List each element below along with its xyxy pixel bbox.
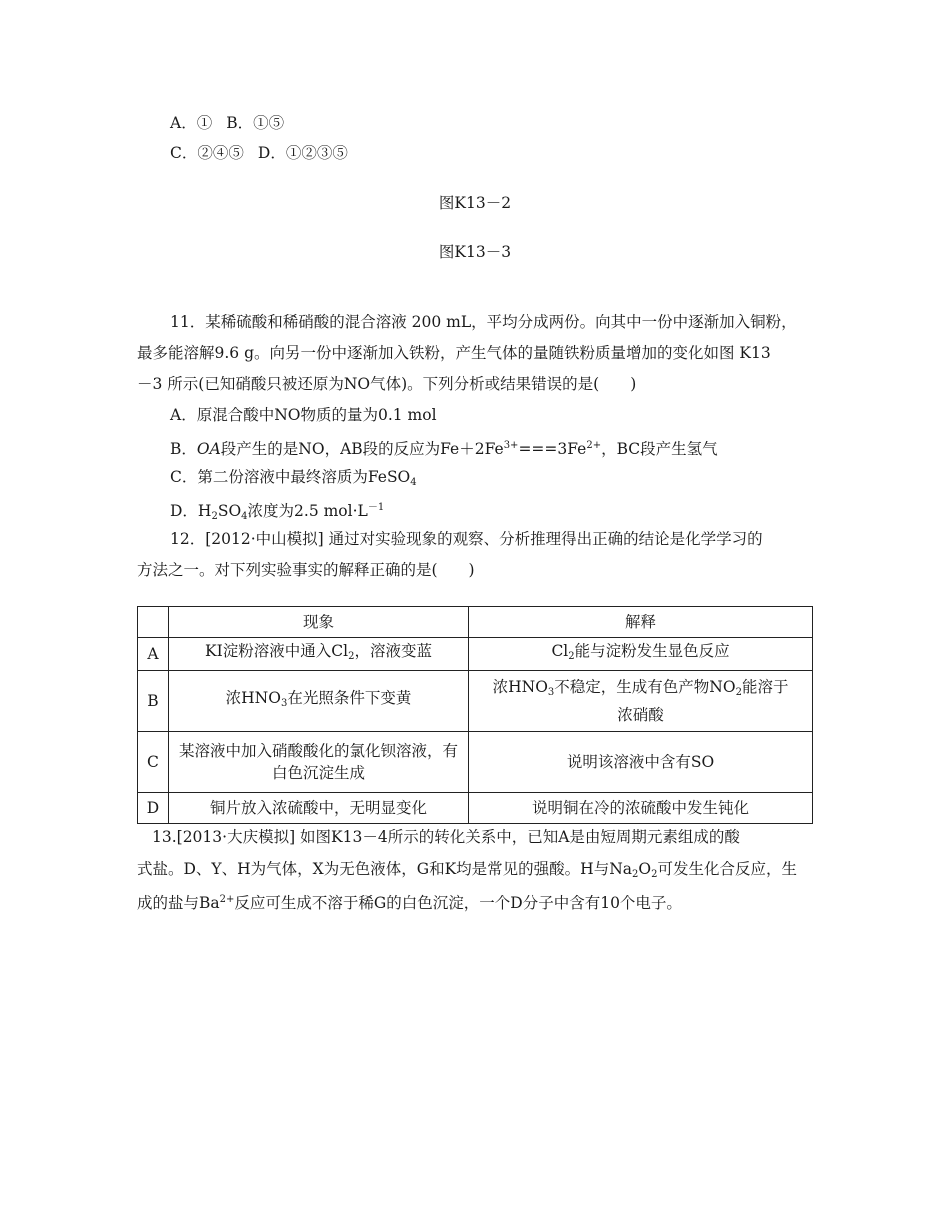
q11-stem-line1: 11．某稀硫酸和稀硝酸的混合溶液 200 mL，平均分成两份。向其中一份中逐渐加入铜粉， bbox=[170, 313, 797, 331]
row-d-phenomenon: 铜片放入浓硫酸中，无明显变化 bbox=[168, 793, 468, 824]
table-row-b bbox=[138, 671, 813, 732]
table-row-c bbox=[138, 732, 813, 793]
option-d-label: D． bbox=[257, 144, 286, 162]
q13-line3-text-2: 反应可生成不溶于稀G的白色沉淀，一个D分子中含有10个电子。 bbox=[234, 894, 682, 912]
table-header-phenomenon: 现象 bbox=[168, 607, 468, 638]
option-a-text: ① bbox=[196, 114, 213, 132]
row-a-exp-text-1: Cl bbox=[551, 642, 569, 660]
row-c-phen-line2: 白色沉淀生成 bbox=[271, 764, 365, 782]
option-a-label: A． bbox=[170, 114, 197, 132]
table-row-d bbox=[138, 793, 813, 824]
row-b-explanation bbox=[469, 671, 813, 732]
q13-line2-text-3: 可发生化合反应，生 bbox=[657, 860, 797, 878]
q11-b-charge-2: 2+ bbox=[586, 440, 602, 451]
option-c-text: ②④⑤ bbox=[197, 144, 244, 162]
row-b-phen-text-2: 在光照条件下变黄 bbox=[287, 689, 412, 707]
q11-stem-line2: 最多能溶解9.6 g。向另一份中逐渐加入铁粉，产生气体的量随铁粉质量增加的变化如图 K13 bbox=[137, 344, 771, 362]
row-a-phen-text-1: KI淀粉溶液中通入Cl bbox=[205, 642, 349, 660]
options-row-ab bbox=[170, 112, 284, 134]
row-b-phenomenon bbox=[168, 671, 468, 732]
q13-line3-superscript: 2+ bbox=[219, 894, 235, 905]
row-c-phenomenon bbox=[168, 732, 468, 793]
row-b-phen-text-1: 浓HNO bbox=[225, 689, 281, 707]
row-b-exp-text-2: 不稳定，生成有色产物NO bbox=[554, 678, 736, 696]
row-b-exp-text-1: 浓HNO bbox=[492, 678, 548, 696]
q11-b-text-1: 段产生的是NO，AB段的反应为Fe＋2Fe bbox=[220, 440, 504, 458]
row-b-exp-text-4: 浓硝酸 bbox=[617, 706, 664, 724]
q11-d-subscript-2: 4 bbox=[241, 511, 248, 522]
q11-option-a: A．原混合酸中NO物质的量为0.1 mol bbox=[170, 406, 437, 424]
q11-d-text-3: 浓度为2.5 mol·L bbox=[247, 502, 368, 520]
q11-b-segment-oa: OA bbox=[196, 440, 221, 458]
figure-caption-k13-2: 图K13－2 bbox=[438, 194, 512, 212]
row-b-exp-subscript-1: 3 bbox=[547, 687, 555, 698]
row-d-label: D bbox=[138, 793, 169, 824]
option-d-text: ①②③⑤ bbox=[285, 144, 348, 162]
options-row-cd bbox=[170, 142, 348, 164]
table-row-a bbox=[138, 638, 813, 671]
row-a-phen-subscript: 2 bbox=[348, 651, 355, 662]
row-d-explanation: 说明铜在冷的浓硫酸中发生钝化 bbox=[469, 793, 813, 824]
q11-c-subscript: 4 bbox=[410, 477, 417, 488]
q12-stem-line2: 方法之一。对下列实验事实的解释正确的是( ) bbox=[137, 561, 475, 579]
row-b-exp-subscript-2: 2 bbox=[735, 687, 742, 698]
row-b-label: B bbox=[138, 671, 169, 732]
q13-line2-subscript-1: 2 bbox=[632, 869, 639, 880]
row-c-phen-line1: 某溶液中加入硝酸酸化的氯化钡溶液，有 bbox=[178, 742, 458, 760]
row-a-phen-text-2: ，溶液变蓝 bbox=[354, 642, 432, 660]
q11-d-superscript: －1 bbox=[367, 502, 385, 513]
table-header-explanation: 解释 bbox=[469, 607, 813, 638]
q13-stem-line1: 13.[2013·大庆模拟] 如图K13－4所示的转化关系中，已知A是由短周期元素组成的酸 bbox=[152, 828, 740, 846]
q11-option-b bbox=[170, 435, 718, 460]
q11-c-text: C．第二份溶液中最终溶质为FeSO bbox=[170, 468, 411, 486]
q11-b-text-3: ，BC段产生氢气 bbox=[601, 440, 718, 458]
row-b-exp-text-3: 能溶于 bbox=[741, 678, 789, 696]
q13-line2-subscript-2: 2 bbox=[651, 869, 658, 880]
option-b-text: ①⑤ bbox=[253, 114, 285, 132]
table-header-row bbox=[138, 607, 813, 638]
q11-option-d bbox=[170, 497, 384, 528]
q13-line2-text-2: O bbox=[638, 860, 652, 878]
row-a-exp-subscript: 2 bbox=[568, 651, 575, 662]
q13-line2-text-1: 式盐。D、Y、H为气体，X为无色液体，G和K均是常见的强酸。H与Na bbox=[137, 860, 632, 878]
table-header-blank bbox=[138, 607, 169, 638]
row-a-phenomenon bbox=[168, 638, 468, 671]
row-a-explanation bbox=[469, 638, 813, 671]
row-b-phen-subscript: 3 bbox=[280, 698, 288, 709]
q12-table bbox=[137, 606, 813, 824]
row-c-label: C bbox=[138, 732, 169, 793]
q11-d-text-2: SO bbox=[217, 502, 242, 520]
row-a-exp-text-2: 能与淀粉发生显色反应 bbox=[574, 642, 730, 660]
q13-stem-line2 bbox=[137, 858, 797, 886]
q12-stem-line1: 12．[2012·中山模拟] 通过对实验现象的观察、分析推理得出正确的结论是化学学习的 bbox=[170, 530, 763, 548]
option-c-label: C． bbox=[170, 144, 198, 162]
option-b-label: B． bbox=[226, 114, 254, 132]
q11-d-subscript-1: 2 bbox=[211, 511, 218, 522]
q11-b-text-2: ===3Fe bbox=[518, 440, 587, 458]
row-a-label: A bbox=[138, 638, 169, 671]
q11-b-charge-1: 3+ bbox=[503, 440, 519, 451]
q11-d-text-1: D．H bbox=[170, 502, 212, 520]
q13-stem-line3 bbox=[137, 889, 682, 914]
q11-option-c bbox=[170, 466, 417, 494]
row-c-explanation: 说明该溶液中含有SO bbox=[469, 732, 813, 793]
q11-b-label: B． bbox=[170, 440, 197, 458]
q11-stem-line3: －3 所示(已知硝酸只被还原为NO气体)。下列分析或结果错误的是( ) bbox=[137, 375, 637, 393]
q13-line3-text-1: 成的盐与Ba bbox=[137, 894, 220, 912]
figure-caption-k13-3: 图K13－3 bbox=[438, 243, 512, 261]
